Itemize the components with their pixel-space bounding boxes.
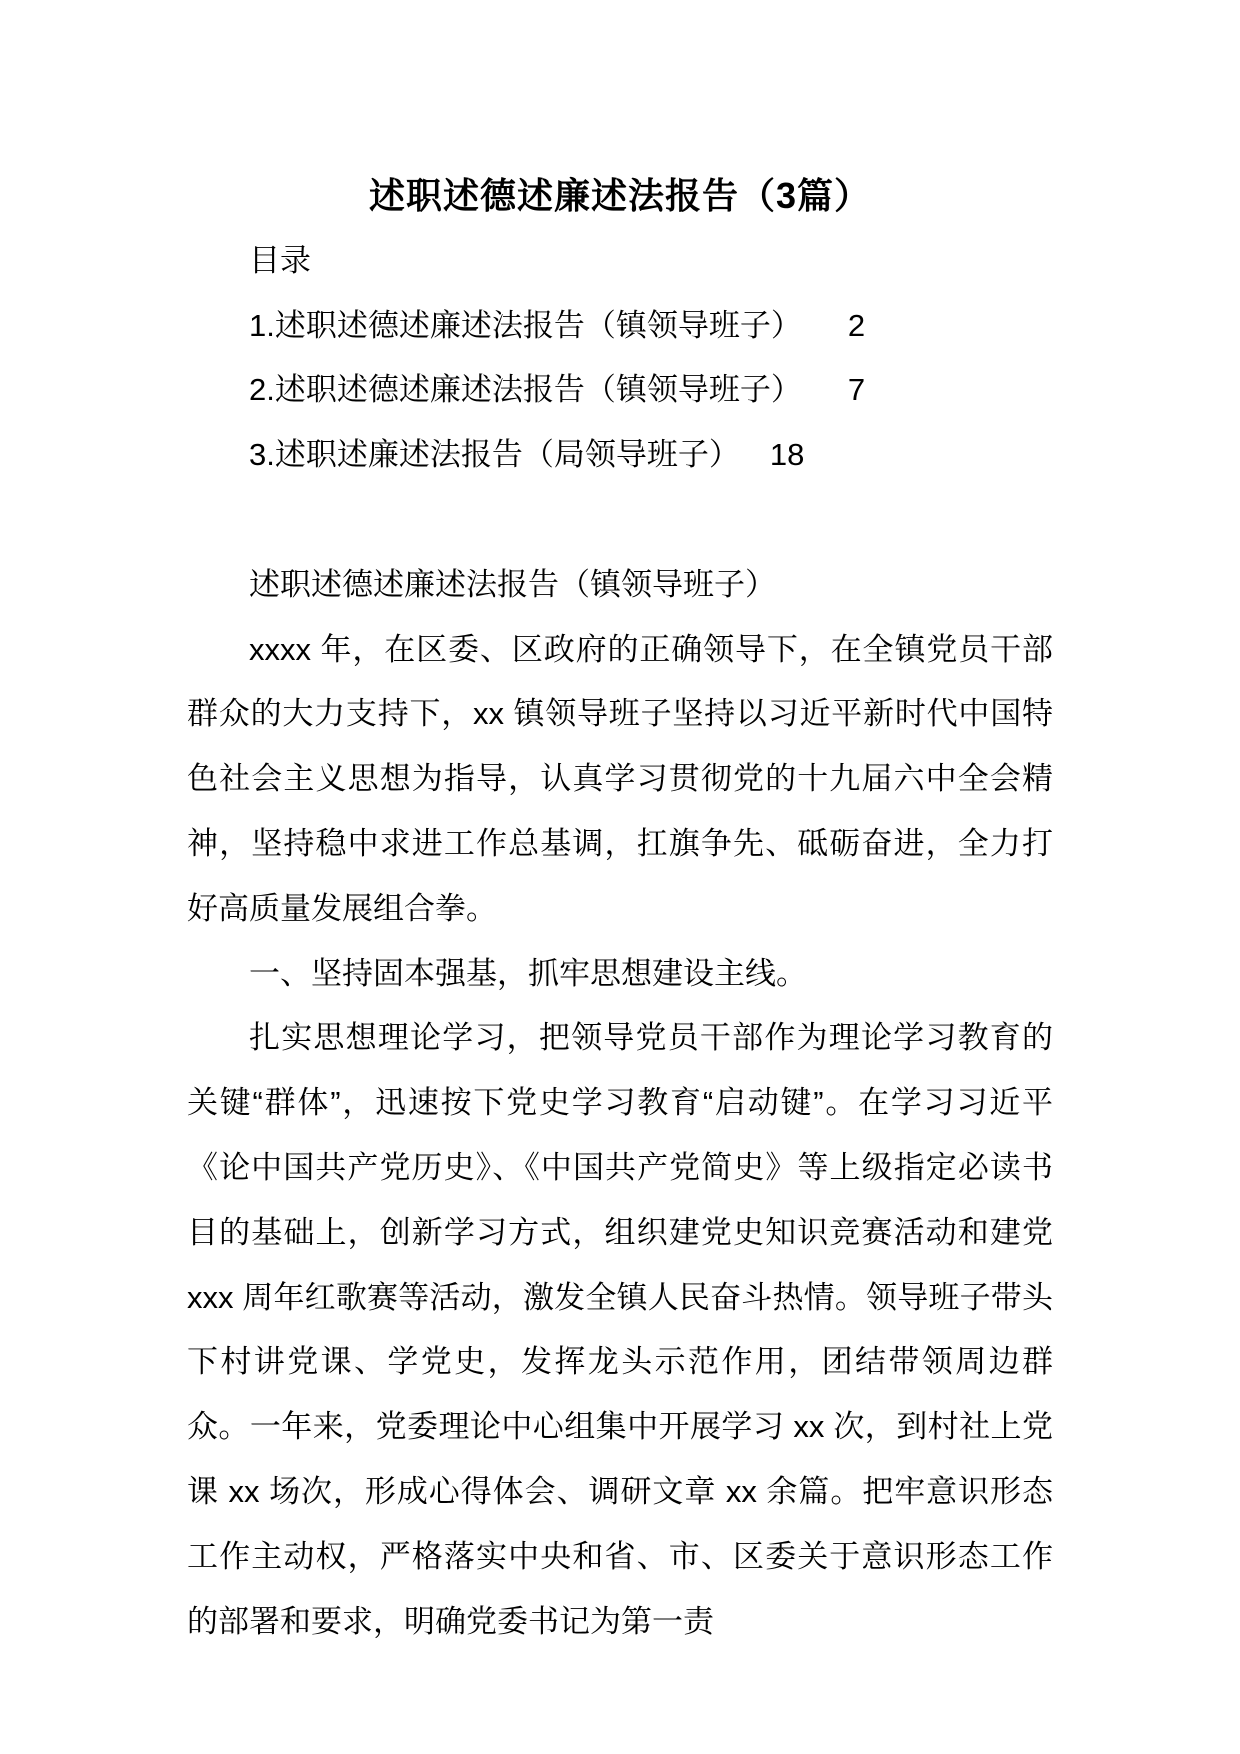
toc-item[interactable] (187, 423, 1053, 488)
toc-item[interactable] (187, 358, 1053, 423)
toc-item-page-number: 2 (847, 307, 866, 343)
report-heading-1: 一、坚持固本强基，抓牢思想建设主线。 (249, 955, 807, 991)
blank-line (187, 488, 1053, 553)
toc-item-label: 3.述职述廉述法报告（局领导班子） (249, 437, 740, 473)
toc-item-label: 1.述职述德述廉述法报告（镇领导班子） (249, 307, 802, 343)
toc-item-label: 2.述职述德述廉述法报告（镇领导班子） (249, 372, 802, 408)
document-title: 述职述德述廉述法报告（3篇） (368, 175, 872, 216)
report-section-title: 述职述德述廉述法报告（镇领导班子） (249, 566, 776, 602)
toc-item-page-number: 18 (769, 437, 805, 473)
report-intro-paragraph: xxxx 年，在区委、区政府的正确领导下，在全镇党员干部群众的大力支持下，xx 镇领导班子坚持以习近平新时代中国特色社会主义思想为指导，认真学习贯彻党的十九届六中全会精神，坚持稳中求进工作总基调，扛旗争先、砥砺奋进，全力打好高质量发展组合拳。 (187, 631, 1053, 926)
table-of-contents (187, 229, 1053, 488)
toc-item[interactable] (187, 294, 1053, 359)
toc-caption: 目录 (249, 242, 311, 278)
toc-item-page-number: 7 (847, 372, 866, 408)
report-paragraph-1: 扎实思想理论学习，把领导党员干部作为理论学习教育的关键“群体”，迅速按下党史学习教育“启动键”。在学习习近平《论中国共产党历史》、《中国共产党简史》等上级指定必读书目的基础上，创新学习方式，组织建党史知识竞赛活动和建党 xxx 周年红歌赛等活动，激发全镇人民奋斗热情。领导班子带头下村讲党课、学党史，发挥龙头示范作用，团结带领周边群众。一年来，党委理论中心组集中开展学习 xx 次，到村社上党课 xx 场次，形成心得体会、调研文章 xx 余篇。把牢意识形态工作主动权，严格落实中央和省、市、区委关于意识形态工作的部署和要求，明确党委书记为第一责 (187, 1020, 1053, 1639)
report-section (187, 553, 1053, 1655)
